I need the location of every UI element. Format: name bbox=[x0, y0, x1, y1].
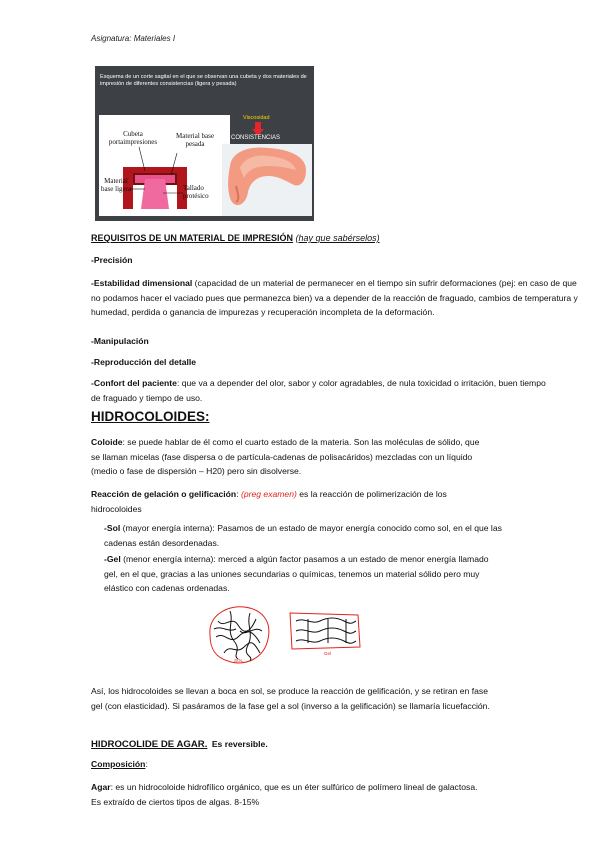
agar-heading bbox=[91, 734, 268, 752]
coloid-text: : se puede hablar de él como el cuarto estado de la materia. Son las moléculas de sólido, que se llaman micelas (fase dispersa o de partícula-cadenas de polisacáridos) mezcladas con un líquido (medio o fase de dispersión – H20) pero sin disolverse. bbox=[91, 437, 480, 477]
sol-text: (mayor energía interna): Pasamos de un estado de mayor energía conocido como sol, en el que las cadenas están desordenadas. bbox=[104, 523, 502, 548]
gelation-definition bbox=[91, 487, 491, 516]
course-header: Asignatura: Materiales I bbox=[91, 34, 176, 43]
agar-title: HIDROCOLIDE DE AGAR. bbox=[91, 739, 208, 750]
req-manipulation: -Manipulación bbox=[91, 336, 149, 346]
coloid-label: Coloide bbox=[91, 437, 123, 447]
gelation-colon: : bbox=[236, 489, 241, 499]
label-tray: Cubeta portaimpresiones bbox=[108, 130, 158, 146]
composition-colon: : bbox=[145, 759, 148, 769]
sagittal-section-diagram bbox=[99, 115, 230, 216]
req-dimensional-text: (capacidad de un material de permanecer en el tiempo sin sufrir deformaciones (pej: en caso de que no podamos hacer el vaciado pues que permanezca bien) va a depender de la reacción de fraguado, cambios de temperatura y humedad, perdida o ganancia de impurezas y recuperación incompleta de la deformación. bbox=[91, 278, 578, 318]
impression-photo bbox=[222, 144, 312, 216]
gelation-text: es la reacción de polimerización de los hidrocoloides bbox=[91, 489, 447, 514]
consistencies-label: CONSISTENCIAS bbox=[231, 135, 281, 141]
figure-caption: Esquema de un corte sagital en el que se observan una cubeta y dos materiales de impresión de diferentes consistencias (ligera y pesada) bbox=[100, 74, 307, 88]
agar-reversible: Es reversible. bbox=[211, 739, 268, 749]
sol-gel-sketch bbox=[204, 603, 368, 668]
gel-text: (menor energía interna): merced a algún factor pasamos a un estado de menor energía llamado gel, en el que, gracias a las uniones secundarias o químicas, tenemos un material sólido pero muy elástico con cadenas ordenadas. bbox=[104, 554, 489, 594]
dental-impression-image bbox=[222, 144, 312, 216]
tooth-preparation-shape bbox=[141, 179, 169, 209]
sol-gel-drawing bbox=[204, 603, 368, 668]
label-light-material: Material base ligera bbox=[100, 177, 132, 193]
requirements-note: (hay que sabérselos) bbox=[295, 233, 380, 243]
impression-tray-figure bbox=[95, 66, 314, 221]
req-precision: -Precisión bbox=[91, 255, 133, 265]
requirements-title: REQUISITOS DE UN MATERIAL DE IMPRESIÓN bbox=[91, 233, 294, 243]
req-detail-reproduction: -Reproducción del detalle bbox=[91, 357, 197, 367]
sketch-sol-label: SOL bbox=[234, 658, 244, 663]
composition-label: Composición bbox=[91, 759, 146, 769]
gel-label: -Gel bbox=[104, 554, 121, 564]
label-heavy-material: Material base pesada bbox=[176, 132, 214, 148]
sketch-gel-label: Gel bbox=[324, 651, 332, 656]
sol-label: -Sol bbox=[104, 523, 121, 533]
req-dimensional-stability bbox=[91, 276, 587, 320]
hydrocolloid-summary: Así, los hidrocoloides se llevan a boca en sol, se produce la reacción de gelificación, y se retiran en fase gel (con elasticidad). Si pasáramos de la fase gel a sol (inverso a la gelificación) se llamaría licuefacción. bbox=[91, 686, 490, 711]
down-arrow-icon bbox=[252, 122, 264, 136]
req-comfort-label: -Confort del paciente bbox=[91, 378, 177, 388]
requirements-heading bbox=[91, 231, 380, 246]
gel-description bbox=[104, 552, 504, 596]
req-comfort-text: : que va a depender del olor, sabor y color agradables, de nula toxicidad o irritación, buen tiempo de fraguado y tiempo de uso. bbox=[91, 378, 546, 403]
label-tooth-prep: Tallado protésico bbox=[183, 184, 209, 200]
hydrocolloids-title: HIDROCOLOIDES: bbox=[91, 409, 210, 424]
sol-description bbox=[104, 521, 516, 550]
gelation-note: (preg examen) bbox=[240, 489, 297, 499]
gelation-label: Reacción de gelación o gelificación bbox=[91, 489, 237, 499]
agar-text: : es un hidrocoloide hidrofílico orgánico, que es un éter sulfúrico de polímero lineal de galactosa. Es extraído de ciertos tipos de algas. 8-15% bbox=[91, 782, 478, 807]
agar-definition bbox=[91, 780, 486, 809]
agar-label: Agar bbox=[91, 782, 111, 792]
coloid-definition bbox=[91, 435, 486, 479]
req-patient-comfort bbox=[91, 376, 553, 405]
composition-heading bbox=[91, 757, 148, 772]
req-dimensional-label: -Estabilidad dimensional bbox=[91, 278, 193, 288]
viscosity-label: Viscosidad bbox=[243, 115, 270, 121]
